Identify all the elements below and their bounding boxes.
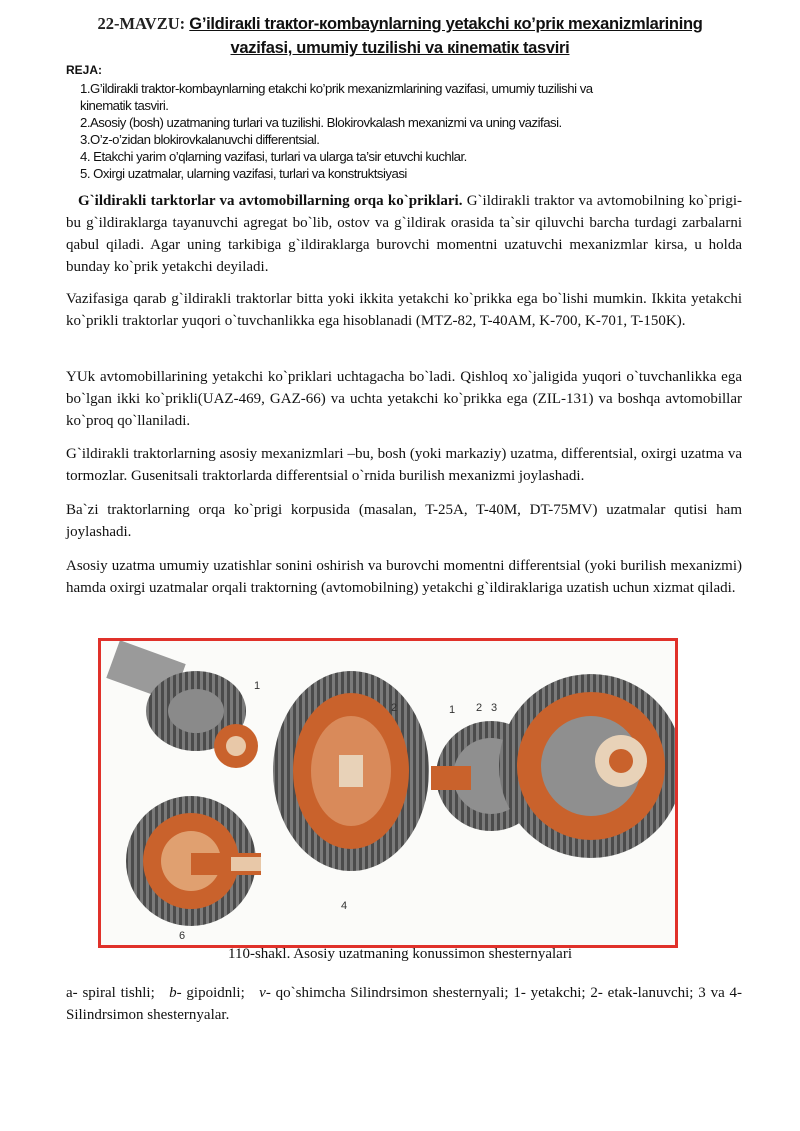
legend-b: - gipoidnli; — [176, 985, 245, 1001]
figure-label: 4 — [341, 900, 348, 912]
figure-label: 6 — [179, 930, 186, 942]
paragraph-1-text: G`ildirakli traktor va avtomobilning ko`prigi-bu g`ildiraklarga tayanuvchi agregat bo`lib, ostov va g`ildirak orasida ta`sir qiluvchi barcha turdagi zarbalarni qabul qiladi. Agar uning tarkibiga g`ildiraklarga burovchi momentni uzatuvchi mexanizmlar kirsa, u holda bunday ko`prik yetakchi deyiladi. — [66, 193, 742, 275]
figure-label: 1 — [449, 704, 456, 716]
document-title — [40, 12, 760, 60]
cylindrical-gear-assembly — [431, 674, 675, 858]
plan-list — [80, 80, 740, 182]
paragraph-6: Asosiy uzatma umumiy uzatishlar sonini oshirish va burovchi momentni differentsial (yoki burilish mexanizmi) hamda oxirgi uzatmalar orqali traktorning (avtomobilning) yetakchi g`ildiraklariga uzatish uchun xizmat qiladi. — [66, 558, 742, 596]
legend-v-letter: v — [259, 985, 266, 1001]
title-line-2: vazifasi, umumiy tuzilishi va кinematiк tasviri — [230, 39, 570, 57]
figure-caption: 110-shakl. Asosiy uzatmaning konussimon shesternyalari — [228, 946, 572, 962]
plan-item: 5. Oxirgi uzatmalar, ularning vazifasi, turlari va konstruktsiyasi — [80, 166, 407, 181]
figure-label: 2 — [391, 702, 398, 714]
paragraph-1-heading: G`ildirakli tarktorlar va avtomobillarning orqa ko`priklari. — [78, 193, 463, 209]
legend-b-letter: b — [169, 985, 177, 1001]
plan-item: kinematik tasviri. — [80, 98, 169, 113]
paragraph-1 — [66, 190, 742, 278]
plan-heading: REJA: — [66, 63, 103, 77]
legend-v: - qo`shimcha Silindrsimon shesternyali; 1- yetakchi; 2- etak-lanuvchi; 3 va 4- Silindrsimon shesternyalar. — [66, 985, 743, 1023]
plan-item: 2.Asosiy (bosh) uzatmaning turlari va tuzilishi. Blokirovkalash mexanizmi va uning vazifasi. — [80, 115, 562, 130]
plan-item: 4. Etakchi yarim o’qlarning vazifasi, turlari va ularga ta’sir etuvchi kuchlar. — [80, 149, 467, 164]
figure-legend — [66, 982, 742, 1026]
spiral-pinion-gear — [106, 641, 261, 768]
title-line-1: G’ildiraкli traкtor-кombaynlarning yetakchi кo’priк mexanizmlarining — [189, 15, 703, 33]
paragraph-5: Ba`zi traktorlarning orqa ko`prigi korpusida (masalan, T-25A, T-40M, DT-75MV) uzatmalar qutisi ham joylashadi. — [66, 502, 742, 540]
topic-number: 22-MAVZU: — [97, 14, 186, 33]
plan-item: 3.O’z-o’zidan blokirovkalanuvchi differentsial. — [80, 132, 320, 147]
plan-item: 1.G’ildirakli traktor-kombaynlarning etakchi ko’prik mexanizmlarining vazifasi, umumiy tuzilishi va — [80, 81, 593, 96]
figure-label: 3 — [491, 702, 498, 714]
hypoid-gear — [126, 796, 261, 926]
figure-label: 2 — [476, 702, 483, 714]
gears-illustration — [101, 641, 675, 945]
paragraph-3: YUk avtomobillarining yetakchi ko`priklari uchtagacha bo`ladi. Qishloq xo`jaligida yuqori o`tuvchanlikka ega bo`lgan ikki ko`prikli(UAZ-469, GAZ-66) va uchta yetakchi ko`prikka ega (ZIL-131) va boshqa avtomobillar ko`proq qo`llaniladi. — [66, 369, 742, 429]
gears-figure — [98, 638, 678, 948]
paragraph-4: G`ildirakli traktorlarning asosiy mexanizmlari –bu, bosh (yoki markaziy) uzatma, differentsial, oxirgi uzatma va tormozlar. Gusenitsali traktorlarda differentsial o`rnida burilish mexanizmi joylashadi. — [66, 446, 742, 484]
legend-a: a- spiral tishli; — [66, 985, 155, 1001]
bevel-ring-gear — [273, 671, 429, 871]
paragraph-2: Vazifasiga qarab g`ildirakli traktorlar bitta yoki ikkita yetakchi ko`prikka ega bo`lishi mumkin. Ikkita yetakchi ko`prikli traktorlar yuqori o`tuvchanlikka ega hisoblanadi (MTZ-82, T-40AM, K-700, K-701, T-150K). — [66, 291, 742, 329]
figure-label: 1 — [254, 680, 261, 692]
